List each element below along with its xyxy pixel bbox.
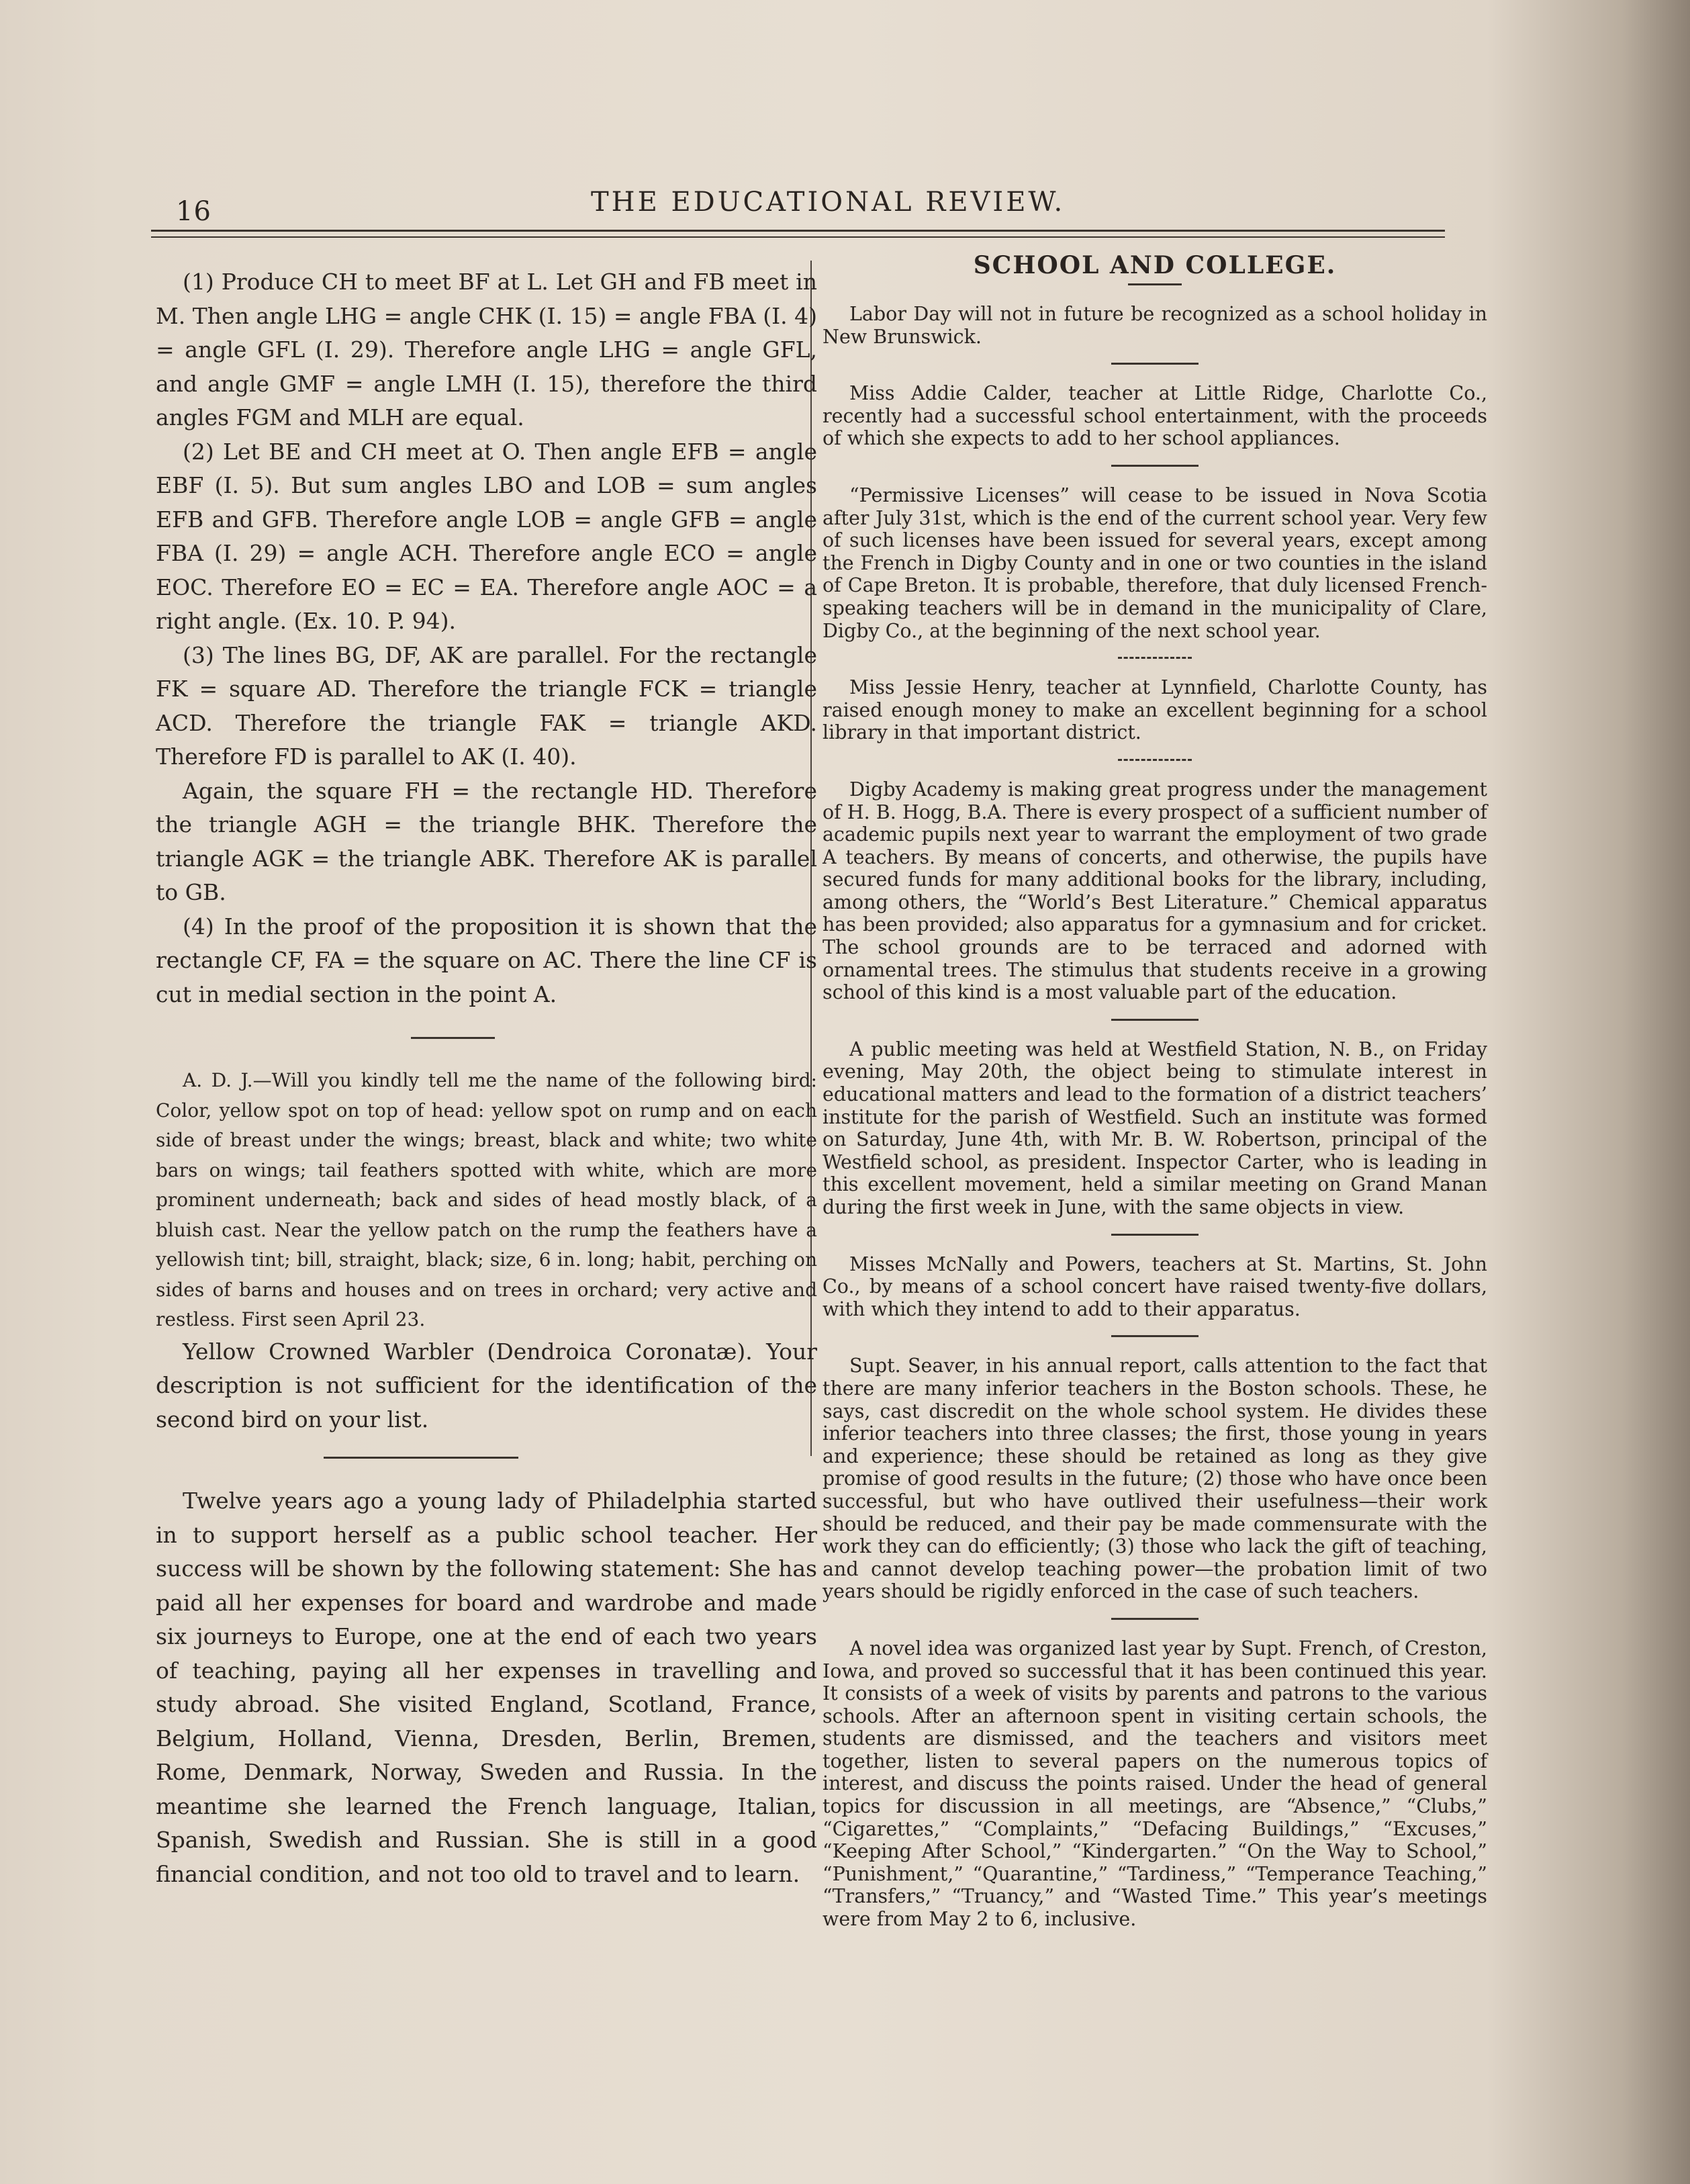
section-separator (411, 1037, 495, 1039)
item-separator (1118, 657, 1192, 659)
item-separator (1111, 1335, 1199, 1337)
item-separator (1111, 1618, 1199, 1620)
bird-answer: Yellow Crowned Warbler (Dendroica Coronatæ). Your description is not sufficient for the identification of the second bird on your list. (156, 1338, 817, 1432)
proof-paragraph-4: (4) In the proof of the proposition it is shown that the rectangle CF, FA = the square on AC. There the line CF is cut in medial section in the point A. (156, 913, 817, 1007)
heading-rule (1128, 283, 1182, 285)
right-column (823, 248, 1487, 1931)
news-item-westfield: A public meeting was held at Westfield Station, N. B., on Friday evening, May 20th, the object being to stimulate interest in educational matters and lead to the formation of a district teachers’ institute for the parish of Westfield. Such an institute was formed on Saturday, June 4th, with Mr. B. W. Robertson, principal of the Westfield school, as president. Inspector Carter, who is leading in this excellent movement, held a similar meeting on Grand Manan during the first week in June, with the same objects in view. (823, 1038, 1487, 1218)
item-separator (1111, 465, 1199, 467)
philadelphia-paragraph: Twelve years ago a young lady of Philadelphia started in to support herself as a public school teacher. Her success will be shown by the following statement: She has paid all her expenses for board and wardrobe and made six journeys to Europe, one at the end of each two years of teaching, paying all her expenses in travelling and study abroad. She visited England, Scotland, France, Belgium, Holland, Vienna, Dresden, Berlin, Bremen, Rome, Denmark, Norway, Sweden and Russia. In the meantime she learned the French language, Italian, Spanish, Swedish and Russian. She is still in a good financial condition, and not too old to travel and to learn. (156, 1488, 817, 1887)
item-separator (1118, 759, 1192, 761)
news-item-digby: Digby Academy is making great progress under the management of H. B. Hogg, B.A. There is every prospect of a sufficient number of academic pupils next year to warrant the employment of two grade A teachers. By means of concerts, and otherwise, the pupils have secured funds for many additional books for the library, including, among others, the “World’s Best Literature.” Chemical apparatus has been provided; also apparatus for a gymnasium and for cricket. The school grounds are to be terraced and adorned with ornamental trees. The stimulus that students receive in a growing school of this kind is a most valuable part of the education. (823, 778, 1487, 1004)
proof-paragraph-2: (2) Let BE and CH meet at O. Then angle EFB = angle EBF (I. 5). But sum angles LBO and LOB = sum angles EFB and GFB. Therefore angle LOB = angle GFB = angle FBA (I. 29) = angle ACH. Therefore angle ECO = angle EOC. Therefore EO = EC = EA. Therefore angle AOC = a right angle. (Ex. 10. P. 94). (156, 438, 817, 634)
header-rule-bottom (151, 236, 1445, 238)
page-number: 16 (176, 196, 212, 227)
proof-paragraph-1: (1) Produce CH to meet BF at L. Let GH and FB meet in M. Then angle LHG = angle CHK (I. 15) = angle FBA (I. 4) = angle GFL (I. 29). Therefore angle LHG = angle GFL, and angle GMF = angle LMH (I. 15), therefore the third angles FGM and MLH are equal. (156, 269, 817, 430)
bird-query: A. D. J.—Will you kindly tell me the name of the following bird: Color, yellow spot on top of head: yellow spot on rump and on each side of breast under the wings; breast, black and white; two white bars on wings; tail feathers spotted with white, which are more prominent underneath; back and sides of head mostly black, of a bluish cast. Near the yellow patch on the rump the feathers have a yellowish tint; bill, straight, black; size, 6 in. long; habit, perching on sides of barns and houses and on trees in orchard; very active and restless. First seen April 23. (156, 1069, 817, 1330)
news-item-mcnally: Misses McNally and Powers, teachers at St. Martins, St. John Co., by means of a school concert have raised twenty-five dollars, with which they intend to add to their apparatus. (823, 1253, 1487, 1320)
section-separator (324, 1457, 518, 1459)
news-item-french: A novel idea was organized last year by Supt. French, of Creston, Iowa, and proved so successful that it has been continued this year. It consists of a week of visits by parents and patrons to the various schools. After an afternoon spent in visiting certain schools, the students are dismissed, and the teachers and visitors meet together, listen to several papers on the numerous topics of interest, and discuss the points raised. Under the head of general topics for discussion in all meetings, are “Absence,” “Clubs,” “Cigarettes,” “Complaints,” “Defacing Buildings,” “Excuses,” “Keeping After School,” “Kindergarten.” “On the Way to School,” “Punishment,” “Quarantine,” “Tardiness,” “Temperance Teaching,” “Transfers,” “Truancy,” and “Wasted Time.” This year’s meetings were from May 2 to 6, inclusive. (823, 1637, 1487, 1931)
item-separator (1111, 1019, 1199, 1021)
section-heading: SCHOOL AND COLLEGE. (973, 251, 1337, 279)
news-item-seaver: Supt. Seaver, in his annual report, calls attention to the fact that there are many inferior teachers in the Boston schools. These, he says, cast discredit on the whole school system. He divides these inferior teachers into three classes; the first, those young in years and experience; these should be retained as long as they give promise of good results in the future; (2) those who have once been successful, but who have outlived their usefulness—their work should be reduced, and their pay be made commensurate with the work they can do efficiently; (3) those who lack the gift of teaching, and cannot develop teaching power—the probation limit of two years should be rigidly enforced in the case of such teachers. (823, 1355, 1487, 1603)
proof-paragraph-again: Again, the square FH = the rectangle HD. Therefore the triangle AGH = the triangle BHK. Therefore the triangle AGK = the triangle ABK. Therefore AK is parallel to GB. (156, 777, 817, 905)
item-separator (1111, 1234, 1199, 1236)
header-rule-top (151, 230, 1445, 232)
news-item-calder: Miss Addie Calder, teacher at Little Ridge, Charlotte Co., recently had a successful school entertainment, with the proceeds of which she expects to add to her school appliances. (823, 382, 1487, 450)
news-item-henry: Miss Jessie Henry, teacher at Lynnfield, Charlotte County, has raised enough money to make an excellent beginning for a school library in that important district. (823, 676, 1487, 744)
news-item-licenses: “Permissive Licenses” will cease to be issued in Nova Scotia after July 31st, which is the end of the current school year. Very few of such licenses have been issued for several years, except among the French in Digby County and in one or two counties in the island of Cape Breton. It is probable, therefore, that duly licensed French-speaking teachers will be in demand in the municipality of Clare, Digby Co., at the beginning of the next school year. (823, 484, 1487, 642)
left-column (156, 265, 817, 1891)
proof-paragraph-3: (3) The lines BG, DF, AK are parallel. For the rectangle FK = square AD. Therefore the triangle FCK = triangle ACD. Therefore the triangle FAK = triangle AKD. Therefore FD is parallel to AK (I. 40). (156, 641, 817, 770)
news-item-labor-day: Labor Day will not in future be recognized as a school holiday in New Brunswick. (823, 303, 1487, 348)
running-title: THE EDUCATIONAL REVIEW. (591, 187, 1066, 218)
item-separator (1111, 363, 1199, 365)
